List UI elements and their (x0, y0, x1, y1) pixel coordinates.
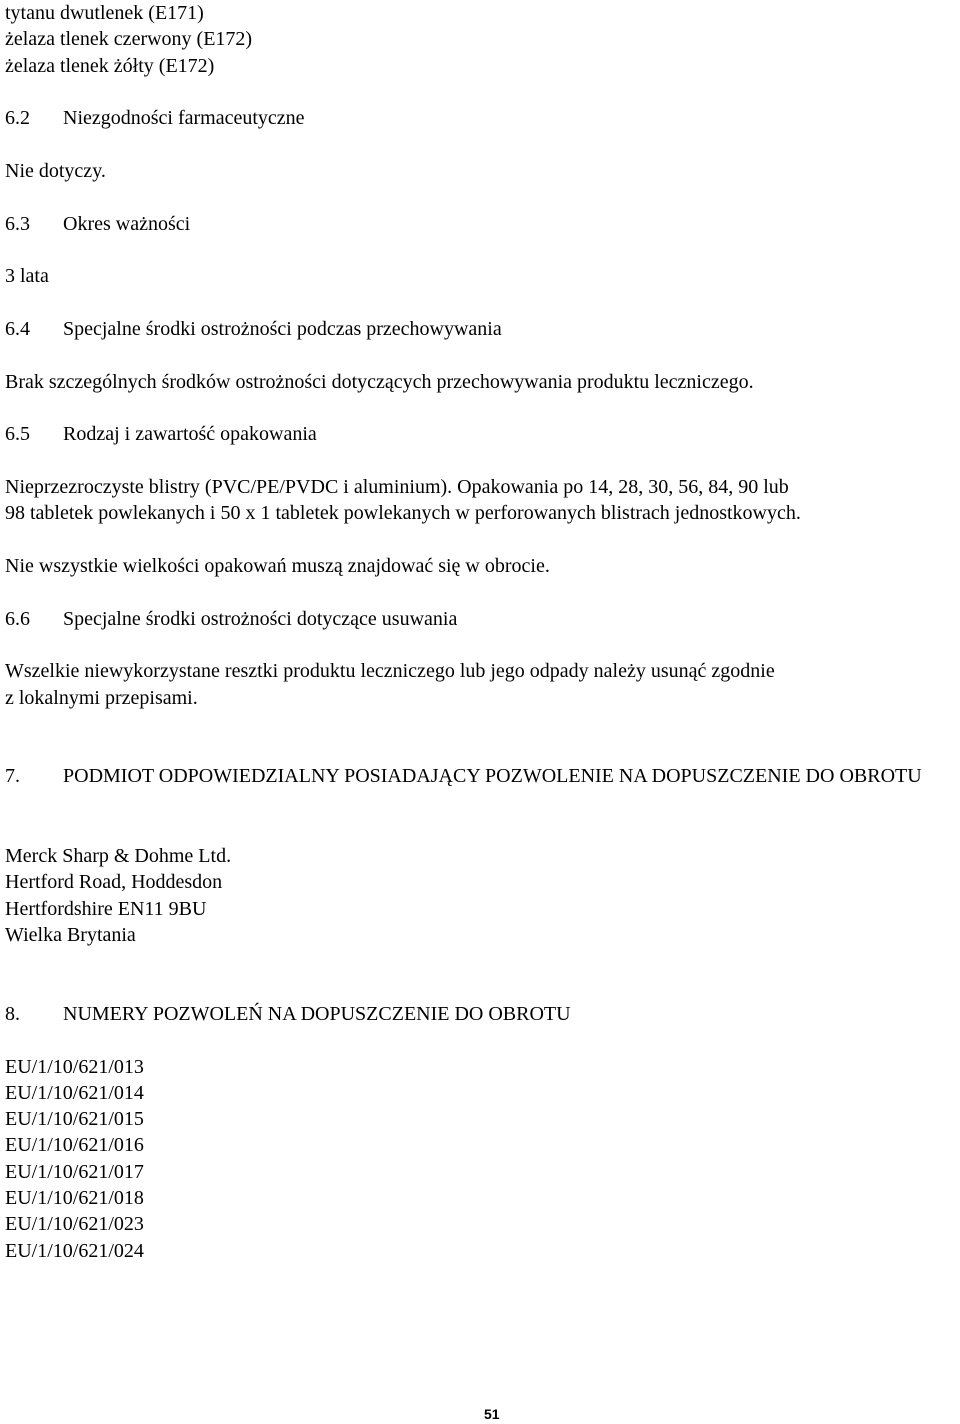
section-6-6-heading (5, 606, 955, 633)
section-6-3-heading (5, 211, 955, 238)
address-line: Hertford Road, Hoddesdon (5, 871, 223, 893)
section-title: Rodzaj i zawartość opakowania (63, 423, 317, 445)
section-6-6-body-line: z lokalnymi przepisami. (5, 687, 198, 709)
section-8-heading (5, 1001, 955, 1028)
section-6-2-heading (5, 105, 955, 132)
authorization-number: EU/1/10/621/024 (5, 1240, 144, 1262)
authorization-number: EU/1/10/621/016 (5, 1134, 144, 1156)
section-number: 6.3 (5, 213, 30, 235)
section-title: Niezgodności farmaceutyczne (63, 107, 305, 129)
address-line: Hertfordshire EN11 9BU (5, 898, 207, 920)
section-7-heading (5, 763, 955, 819)
section-6-2-body: Nie dotyczy. (5, 160, 106, 182)
section-title: Okres ważności (63, 213, 191, 235)
excipient-line: żelaza tlenek czerwony (E172) (5, 28, 253, 50)
authorization-number: EU/1/10/621/013 (5, 1056, 144, 1078)
excipient-line: tytanu dwutlenek (E171) (5, 2, 204, 24)
authorization-number: EU/1/10/621/023 (5, 1213, 144, 1235)
authorization-number: EU/1/10/621/018 (5, 1187, 144, 1209)
section-number: 6.5 (5, 423, 30, 445)
section-6-3-body: 3 lata (5, 265, 49, 287)
section-6-5-body-line: Nieprzezroczyste blistry (PVC/PE/PVDC i aluminium). Opakowania po 14, 28, 30, 56, 84, 90 lub (5, 476, 789, 498)
section-title: PODMIOT ODPOWIEDZIALNY POSIADAJĄCY POZWOLENIE NA DOPUSZCZENIE DO OBROTU (63, 765, 922, 787)
section-6-6-body-line: Wszelkie niewykorzystane resztki produktu leczniczego lub jego odpady należy usunąć zgodnie (5, 660, 775, 682)
section-title: NUMERY POZWOLEŃ NA DOPUSZCZENIE DO OBROTU (63, 1003, 571, 1025)
section-6-5-heading (5, 421, 955, 448)
section-6-4-body: Brak szczególnych środków ostrożności dotyczących przechowywania produktu leczniczego. (5, 371, 754, 393)
section-title: Specjalne środki ostrożności dotyczące usuwania (63, 608, 458, 630)
section-number: 6.2 (5, 107, 30, 129)
authorization-number: EU/1/10/621/017 (5, 1161, 144, 1183)
section-6-5-body-line: 98 tabletek powlekanych i 50 x 1 tabletek powlekanych w perforowanych blistrach jednostkowych. (5, 502, 801, 524)
section-number: 6.6 (5, 608, 30, 630)
authorization-number: EU/1/10/621/014 (5, 1082, 144, 1104)
address-line: Merck Sharp & Dohme Ltd. (5, 845, 232, 867)
address-line: Wielka Brytania (5, 924, 136, 946)
section-number: 8. (5, 1003, 20, 1025)
section-title: Specjalne środki ostrożności podczas przechowywania (63, 318, 502, 340)
section-6-5-note: Nie wszystkie wielkości opakowań muszą znajdować się w obrocie. (5, 555, 550, 577)
section-number: 6.4 (5, 318, 30, 340)
excipient-line: żelaza tlenek żółty (E172) (5, 55, 215, 77)
section-number: 7. (5, 765, 20, 787)
authorization-number: EU/1/10/621/015 (5, 1108, 144, 1130)
page-number: 51 (484, 1406, 500, 1422)
section-6-4-heading (5, 316, 955, 343)
